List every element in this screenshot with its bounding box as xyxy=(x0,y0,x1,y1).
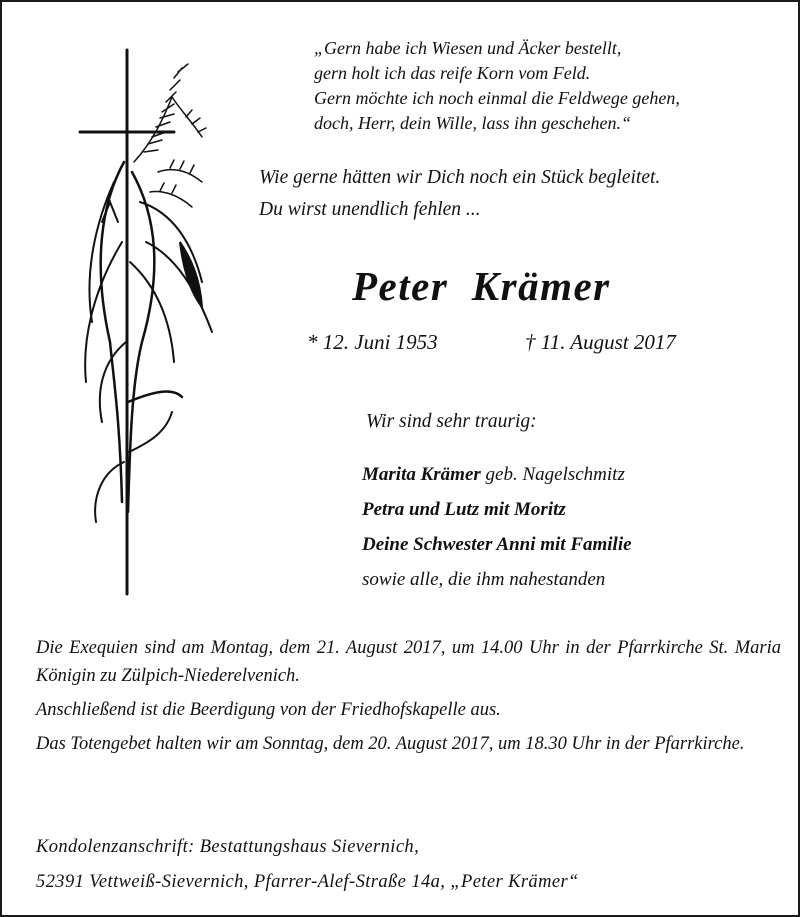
condolence-address xyxy=(36,830,579,900)
mourner-line: Petra und Lutz mit Moritz xyxy=(362,499,566,520)
death-date: † 11. August 2017 xyxy=(525,330,676,354)
mourners-intro: Wir sind sehr traurig: xyxy=(366,411,537,432)
mourner-line xyxy=(362,457,632,492)
poem xyxy=(314,36,680,136)
spouse-suffix: geb. Nagelschmitz xyxy=(480,464,625,485)
cross-with-grain-stalks-icon xyxy=(62,42,242,602)
mourner-line: Deine Schwester Anni mit Familie xyxy=(362,534,632,555)
poem-line: „Gern habe ich Wiesen und Äcker bestellt, xyxy=(314,38,622,58)
mourners-list xyxy=(362,457,632,597)
mourner-line: sowie alle, die ihm nahestanden xyxy=(362,569,606,590)
details-paragraph: Anschließend ist die Beerdigung von der Friedhofskapelle aus. xyxy=(36,700,501,720)
contact-line: Kondolenzanschrift: Bestattungshaus Sievernich, xyxy=(36,837,420,857)
funeral-details xyxy=(36,634,781,764)
details-paragraph: Das Totengebet halten wir am Sonntag, dem 20. August 2017, um 18.30 Uhr in der Pfarrkirche. xyxy=(36,734,745,754)
poem-line: Gern möchte ich noch einmal die Feldwege gehen, xyxy=(314,88,680,108)
spouse-name: Marita Krämer xyxy=(362,464,481,485)
poem-line: gern holt ich das reife Korn vom Feld. xyxy=(314,63,591,83)
intro-text xyxy=(259,162,660,226)
contact-line: 52391 Vettweiß-Sievernich, Pfarrer-Alef-Straße 14a, „Peter Krämer“ xyxy=(36,872,579,892)
deceased-name: Peter Krämer xyxy=(352,263,611,309)
intro-line: Wie gerne hätten wir Dich noch ein Stück begleitet. xyxy=(259,167,661,188)
birth-date: * 12. Juni 1953 xyxy=(307,330,438,354)
details-paragraph: Die Exequien sind am Montag, dem 21. August 2017, um 14.00 Uhr in der Pfarrkirche St. Maria Königin zu Zülpich-Niederelvenich. xyxy=(36,638,781,686)
poem-line: doch, Herr, dein Wille, lass ihn geschehen.“ xyxy=(314,113,631,133)
intro-line: Du wirst unendlich fehlen ... xyxy=(259,199,481,220)
